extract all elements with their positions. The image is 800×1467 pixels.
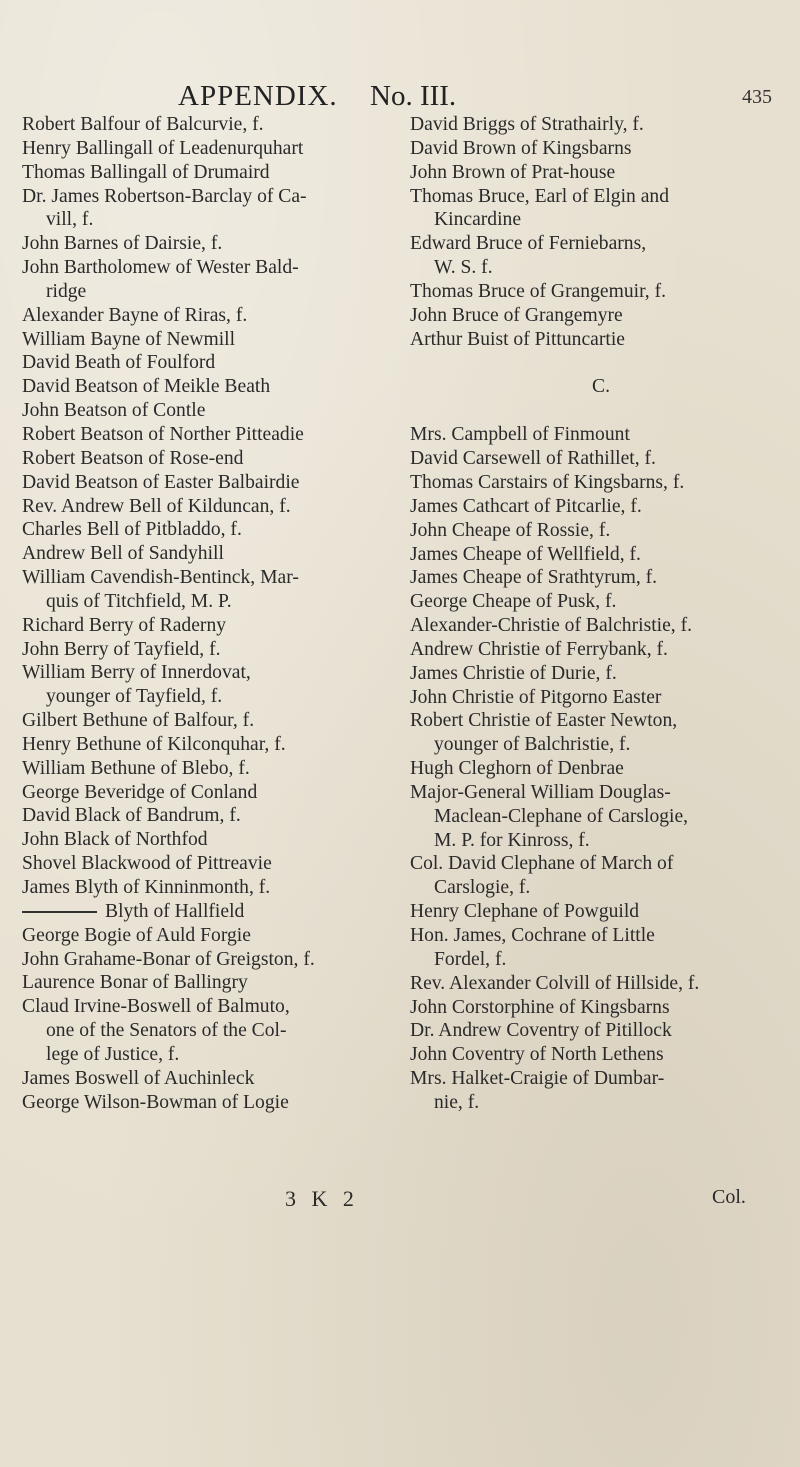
list-entry: James Boswell of Auchinleck: [22, 1067, 255, 1089]
list-entry: John Bruce of Grangemyre: [410, 304, 623, 326]
catchword: Col.: [712, 1186, 746, 1208]
list-entry: William Berry of Innerdovat,: [22, 662, 251, 684]
list-entry: Thomas Carstairs of Kingsbarns, f.: [410, 471, 685, 493]
list-entry: John Christie of Pitgorno Easter: [410, 686, 662, 708]
list-entry: Col. David Clephane of March of: [410, 853, 674, 875]
list-entry: George Cheape of Pusk, f.: [410, 591, 617, 613]
list-entry: James Cheape of Wellfield, f.: [410, 543, 641, 565]
list-entry-continuation: younger of Balchristie, f.: [434, 734, 631, 756]
list-entry-text: Blyth of Hallfield: [105, 900, 245, 922]
list-entry-continuation: W. S. f.: [434, 257, 493, 279]
list-entry: John Berry of Tayfield, f.: [22, 638, 221, 660]
list-entry: John Black of Northfod: [22, 829, 208, 851]
list-entry-continuation: lege of Justice, f.: [46, 1043, 180, 1065]
list-entry: Richard Berry of Raderny: [22, 614, 227, 636]
list-entry: George Bogie of Auld Forgie: [22, 924, 251, 946]
list-entry: Robert Beatson of Norther Pitteadie: [22, 423, 304, 445]
list-entry: John Cheape of Rossie, f.: [410, 519, 611, 541]
list-entry: Charles Bell of Pitbladdo, f.: [22, 519, 242, 541]
list-entry: David Briggs of Strathairly, f.: [410, 114, 644, 135]
right-column: [410, 113, 792, 1115]
list-entry: Alexander-Christie of Balchristie, f.: [410, 615, 692, 637]
list-entry-continuation: Maclean-Clephane of Carslogie,: [434, 805, 689, 827]
list-entry: James Christie of Durie, f.: [410, 662, 617, 684]
list-entry: Laurence Bonar of Ballingry: [22, 972, 248, 994]
spacer: [410, 351, 792, 375]
list-entry: David Beath of Foulford: [22, 352, 216, 374]
spacer: [410, 399, 792, 423]
list-entry-continuation: Fordel, f.: [434, 948, 507, 970]
list-entry: Rev. Andrew Bell of Kilduncan, f.: [22, 495, 291, 517]
signature-mark: 3 K 2: [285, 1186, 359, 1211]
list-entry: Henry Clephane of Powguild: [410, 901, 640, 923]
list-entry: Henry Bethune of Kilconquhar, f.: [22, 733, 286, 755]
list-entry-continuation: one of the Senators of the Col-: [46, 1020, 287, 1042]
list-entry: William Cavendish-Bentinck, Mar-: [22, 567, 299, 589]
list-entry: Major-General William Douglas-: [410, 781, 671, 803]
appendix-title: APPENDIX.: [178, 80, 338, 112]
list-entry: Robert Beatson of Rose-end: [22, 447, 244, 469]
section-letter-heading: C.: [592, 376, 610, 398]
list-entry: Hugh Cleghorn of Denbrae: [410, 758, 624, 780]
list-entry: Claud Irvine-Boswell of Balmuto,: [22, 996, 290, 1018]
list-entry: Shovel Blackwood of Pittreavie: [22, 853, 272, 875]
list-entry: Andrew Christie of Ferrybank, f.: [410, 638, 668, 660]
list-entry: William Bayne of Newmill: [22, 328, 236, 350]
section-number: No. III.: [370, 80, 457, 112]
list-entry-continuation: nie, f.: [434, 1091, 480, 1113]
list-entry: James Cathcart of Pitcarlie, f.: [410, 495, 642, 517]
list-entry-continuation: younger of Tayfield, f.: [46, 686, 223, 708]
list-entry: James Cheape of Srathtyrum, f.: [410, 567, 658, 589]
list-entry: [22, 900, 402, 924]
list-entry-continuation: Carslogie, f.: [434, 877, 531, 899]
list-entry: David Black of Bandrum, f.: [22, 805, 241, 827]
list-entry: Thomas Bruce, Earl of Elgin and: [410, 185, 669, 207]
list-entry-continuation: Kincardine: [434, 209, 522, 231]
list-entry: George Beveridge of Conland: [22, 781, 258, 803]
list-entry: John Coventry of North Lethens: [410, 1044, 664, 1066]
page-footer: [0, 1186, 800, 1226]
list-entry: Arthur Buist of Pittuncartie: [410, 328, 625, 350]
list-entry: Robert Balfour of Balcurvie, f.: [22, 114, 264, 135]
ditto-rule: [22, 911, 97, 913]
list-entry: John Brown of Prat-house: [410, 161, 616, 183]
list-entry: Mrs. Campbell of Finmount: [410, 424, 630, 446]
list-entry: Dr. James Robertson-Barclay of Ca-: [22, 185, 307, 207]
page-number: 435: [742, 86, 772, 108]
list-entry-continuation: vill, f.: [46, 209, 94, 231]
list-entry: John Grahame-Bonar of Greigston, f.: [22, 948, 315, 970]
list-entry-continuation: quis of Titchfield, M. P.: [46, 590, 232, 612]
list-entry: John Beatson of Contle: [22, 400, 206, 422]
list-entry: John Barnes of Dairsie, f.: [22, 233, 223, 255]
list-entry: John Corstorphine of Kingsbarns: [410, 996, 670, 1018]
list-entry: Mrs. Halket-Craigie of Dumbar-: [410, 1068, 665, 1090]
list-entry: David Carsewell of Rathillet, f.: [410, 448, 656, 470]
list-entry: Gilbert Bethune of Balfour, f.: [22, 710, 255, 732]
list-entry: Andrew Bell of Sandyhill: [22, 543, 224, 565]
list-entry: Edward Bruce of Ferniebarns,: [410, 233, 647, 255]
list-entry-continuation: ridge: [46, 280, 87, 302]
list-entry: William Bethune of Blebo, f.: [22, 757, 250, 779]
list-entry: Robert Christie of Easter Newton,: [410, 710, 678, 732]
list-entry: Alexander Bayne of Riras, f.: [22, 304, 248, 326]
list-entry: Thomas Ballingall of Drumaird: [22, 161, 270, 183]
list-entry: David Beatson of Meikle Beath: [22, 376, 271, 398]
list-entry: George Wilson-Bowman of Logie: [22, 1091, 289, 1113]
list-entry: David Brown of Kingsbarns: [410, 137, 632, 159]
list-entry-continuation: M. P. for Kinross, f.: [434, 829, 590, 851]
list-entry: Rev. Alexander Colvill of Hillside, f.: [410, 972, 700, 994]
list-entry: John Bartholomew of Wester Bald-: [22, 257, 299, 279]
list-entry: James Blyth of Kinninmonth, f.: [22, 877, 271, 898]
list-entry: David Beatson of Easter Balbairdie: [22, 471, 300, 493]
left-column: [22, 113, 402, 1114]
list-entry: Henry Ballingall of Leadenurquhart: [22, 137, 304, 159]
list-entry: Hon. James, Cochrane of Little: [410, 925, 655, 946]
list-entry: Dr. Andrew Coventry of Pitillock: [410, 1020, 672, 1042]
list-entry: Thomas Bruce of Grangemuir, f.: [410, 280, 667, 302]
